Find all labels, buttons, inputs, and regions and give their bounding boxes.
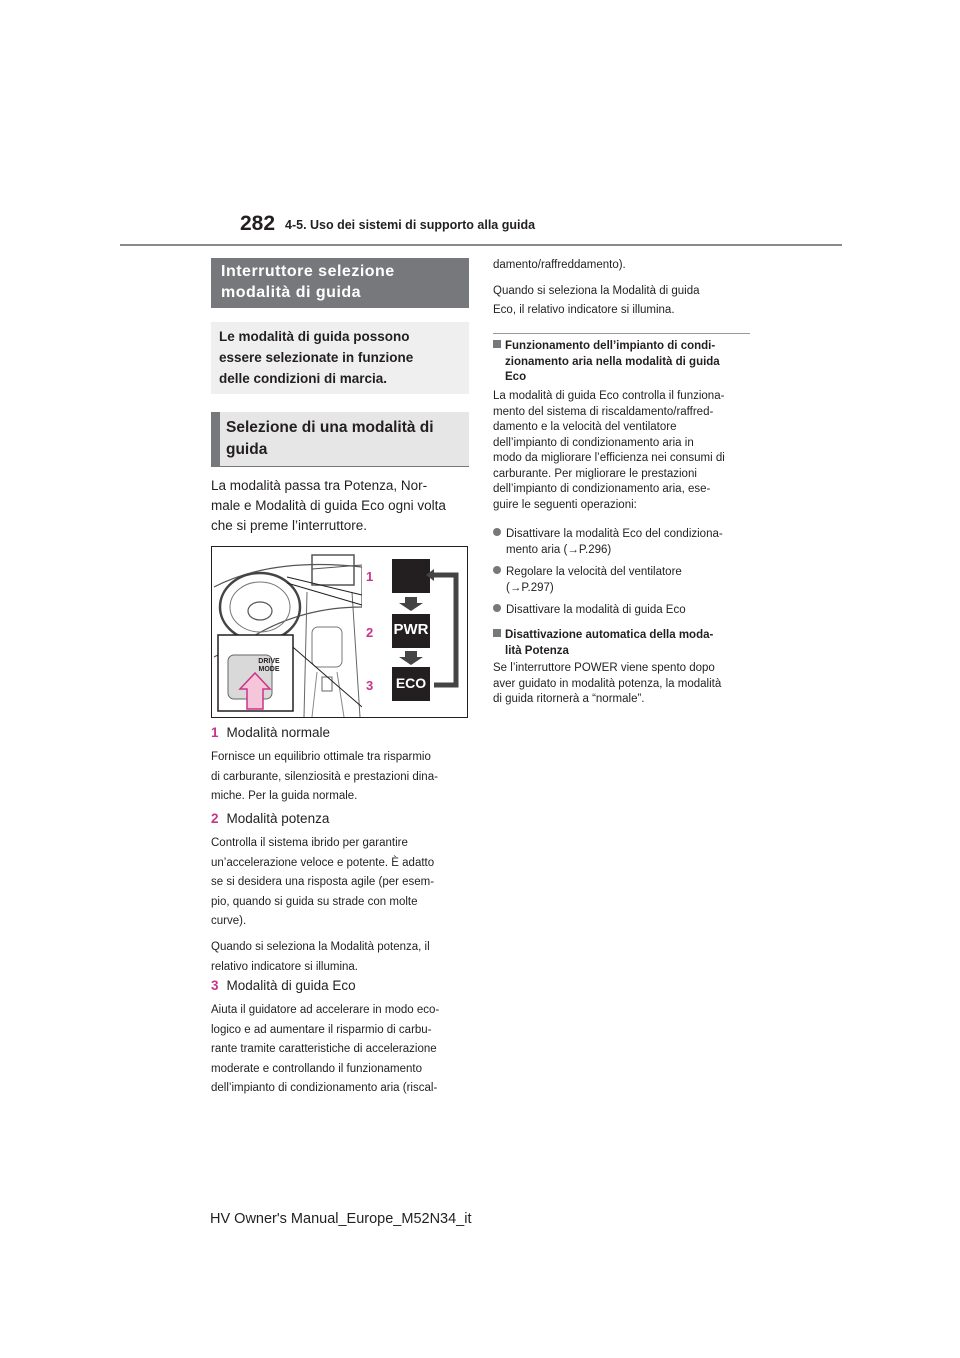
heading-line: Funzionamento dell’impianto di condi- [505,340,716,352]
item-title: Modalità normale [226,725,331,740]
round-bullet-icon [493,566,501,574]
bullet-item [493,603,750,619]
item-title: Modalità potenza [226,811,330,826]
section-title: 4-5. Uso dei sistemi di supporto alla guida [285,218,536,232]
header-rule [120,244,842,246]
text-line: rante tramite caratteristiche di accelerazione [211,1043,437,1056]
paragraph-line: La modalità passa tra Potenza, Nor- [211,478,428,493]
subheading-line: guida [226,441,268,458]
item-number: 3 [211,978,219,993]
ac-eco-heading [493,339,750,386]
heading-line: Disattivazione automatica della moda- [505,629,714,641]
text-line: Quando si seleziona la Modalità potenza, il [211,940,430,953]
mode-item-normal [211,724,330,742]
banner-line: modalità di guida [221,284,362,301]
bullet-text: Disattivare la modalità di guida Eco [506,604,686,616]
mode-item-power-text [211,834,469,977]
text-line: se si desidera una risposta agile (per esem- [211,876,435,889]
drive-mode-label-line: MODE [258,666,280,673]
square-bullet-icon [493,629,501,637]
banner-line: Interruttore selezione [221,263,395,280]
pwr-indicator-label: PWR [393,621,429,638]
item-number: 1 [211,725,219,740]
drive-mode-illustration [211,546,468,718]
text-line: damento/raffreddamento). [493,259,626,271]
callout-1: 1 [366,569,374,584]
mode-item-eco [211,977,356,995]
text-line: dell’impianto di condizionamento aria, ese- [493,483,711,495]
bullet-text: Disattivare la modalità Eco del condiziona- [506,528,723,540]
mode-item-eco-text [211,1001,469,1099]
paragraph-line: male e Modalità di guida Eco ogni volta [211,498,446,513]
bullet-item [493,527,750,558]
text-line: modo da migliorare l’efficienza nei consumi di [493,452,725,464]
text-line: pio, quando si guida su strade con molte [211,895,418,908]
intro-line: Le modalità di guida possono [219,329,410,344]
bullet-text: (→P.297) [506,581,554,594]
intro-line: delle condizioni di marcia. [219,371,388,386]
mode-item-normal-text [211,748,469,807]
text-line: miche. Per la guida normale. [211,790,358,803]
text-line: Se l’interruttore POWER viene spento dopo [493,662,715,674]
text-line: Quando si seleziona la Modalità di guida [493,284,700,297]
heading-line: zionamento aria nella modalità di guida [505,355,720,368]
text-line: damento e la velocità del ventilatore [493,421,677,433]
text-line: di guida ritornerà a “normale”. [493,693,645,705]
text-line: relativo indicatore si illumina. [211,960,359,973]
section-divider [493,333,750,334]
text-line: mento del sistema di riscaldamento/raffred- [493,405,714,418]
ac-eco-body [493,389,750,513]
auto-power-off-body [493,661,750,708]
subheading-line: Selezione di una modalità di [226,419,434,436]
bullet-item [493,565,750,596]
intro-paragraph [211,476,469,536]
text-line: moderate e controllando il funzionamento [211,1062,422,1075]
heading-line: Eco [505,371,527,383]
paragraph-line: che si preme l’interruttore. [211,518,368,533]
subheading [211,412,469,467]
intro-line: essere selezionate in funzione [219,350,414,365]
page-number: 282 [240,212,276,235]
text-line: Fornisce un equilibrio ottimale tra risparmio [211,751,431,763]
intro-box [211,322,469,394]
text-line: logico e ad aumentare il risparmio di carbu- [211,1023,432,1036]
text-line: dell’impianto di condizionamento aria in [493,436,694,449]
item-title: Modalità di guida Eco [226,978,356,993]
mode-item-power [211,810,329,828]
auto-power-off-heading [493,628,750,659]
section-banner [211,258,469,308]
text-line: Controlla il sistema ibrido per garantire [211,837,408,849]
bullet-text: mento aria (→P.296) [506,543,612,556]
text-line: curve). [211,915,247,928]
text-line: aver guidato in modalità potenza, la modalità [493,677,722,690]
callout-3: 3 [366,678,374,693]
text-line: dell’impianto di condizionamento aria (riscal- [211,1082,438,1095]
round-bullet-icon [493,528,501,536]
square-bullet-icon [493,340,501,348]
item-number: 2 [211,811,219,826]
eco-continuation-text [493,256,750,321]
drive-mode-button-label [249,658,289,674]
text-line: guire le seguenti operazioni: [493,498,637,511]
text-line: Aiuta il guidatore ad accelerare in modo eco- [211,1004,440,1016]
eco-indicator-label: ECO [395,675,427,691]
heading-line: lità Potenza [505,644,569,657]
drive-mode-label-line: DRIVE [258,658,280,665]
footer-manual-id: HV Owner's Manual_Europe_M52N34_it [210,1211,472,1227]
round-bullet-icon [493,604,501,612]
bullet-text: Regolare la velocità del ventilatore [506,566,682,578]
callout-2: 2 [366,625,374,640]
text-line: carburante. Per migliorare le prestazioni [493,467,697,480]
text-line: un’accelerazione veloce e potente. È adatto [211,856,435,869]
text-line: Eco, il relativo indicatore si illumina. [493,304,675,317]
text-line: La modalità di guida Eco controlla il funziona- [493,390,725,402]
text-line: di carburante, silenziosità e prestazioni dina- [211,770,438,783]
